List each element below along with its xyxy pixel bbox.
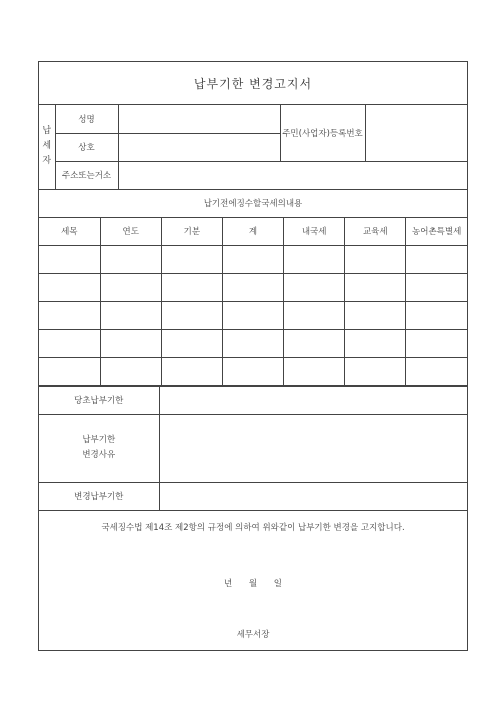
tax-items-table: [39, 218, 467, 386]
table-row: [39, 273, 467, 301]
table-cell[interactable]: [284, 357, 345, 385]
name-label: 성명: [55, 105, 118, 133]
table-cell[interactable]: [284, 301, 345, 329]
table-cell[interactable]: [100, 329, 161, 357]
notice-section: [39, 511, 467, 651]
change-reason-label-line2: 변경사유: [82, 450, 116, 460]
table-cell[interactable]: [222, 301, 283, 329]
col-rural-special-tax: 농어촌특별세: [406, 218, 467, 246]
col-total: 계: [222, 218, 283, 246]
table-cell[interactable]: [39, 301, 100, 329]
table-cell[interactable]: [345, 301, 406, 329]
col-domestic-tax: 내국세: [284, 218, 345, 246]
items-section-title: 납기전에징수할국세의내용: [39, 190, 467, 218]
col-education-tax: 교육세: [345, 218, 406, 246]
table-cell[interactable]: [39, 273, 100, 301]
table-cell[interactable]: [284, 329, 345, 357]
taxpayer-table: [39, 105, 467, 190]
form-title: 납부기한 변경고지서: [39, 62, 467, 105]
table-cell[interactable]: [345, 273, 406, 301]
original-due-label: 당초납부기한: [39, 386, 159, 414]
table-cell[interactable]: [100, 357, 161, 385]
table-cell[interactable]: [161, 273, 222, 301]
taxpayer-group-label: [39, 105, 55, 189]
table-cell[interactable]: [222, 357, 283, 385]
table-cell[interactable]: [345, 357, 406, 385]
notice-statement: 국세징수법 제14조 제2항의 규정에 의하여 위와같이 납부기한 변경을 고지합니다.: [101, 522, 405, 533]
table-cell[interactable]: [284, 245, 345, 273]
change-reason-field[interactable]: [159, 414, 467, 482]
change-reason-label: [39, 414, 159, 482]
table-cell[interactable]: [345, 329, 406, 357]
table-cell[interactable]: [39, 245, 100, 273]
table-cell[interactable]: [100, 301, 161, 329]
tax-office-head: 세무서장: [236, 629, 270, 640]
notice-date: 년 월 일: [223, 578, 283, 589]
due-date-table: [39, 386, 467, 511]
items-header-row: [39, 218, 467, 246]
table-cell[interactable]: [161, 329, 222, 357]
table-cell[interactable]: [161, 245, 222, 273]
table-cell[interactable]: [222, 273, 283, 301]
table-cell[interactable]: [100, 273, 161, 301]
table-row: [39, 329, 467, 357]
col-year: 연도: [100, 218, 161, 246]
original-due-field[interactable]: [159, 386, 467, 414]
table-cell[interactable]: [406, 357, 467, 385]
table-cell[interactable]: [406, 273, 467, 301]
table-cell[interactable]: [222, 245, 283, 273]
name-field[interactable]: [118, 105, 280, 133]
change-reason-label-line1: 납부기한: [82, 435, 116, 445]
table-cell[interactable]: [100, 245, 161, 273]
table-cell[interactable]: [222, 329, 283, 357]
table-cell[interactable]: [406, 329, 467, 357]
table-cell[interactable]: [161, 357, 222, 385]
address-field[interactable]: [118, 161, 467, 189]
col-period: 기분: [161, 218, 222, 246]
taxpayer-char-2: 세: [42, 141, 52, 152]
col-tax-type: 세목: [39, 218, 100, 246]
business-field[interactable]: [118, 133, 280, 161]
reg-no-label: 주민(사업자)등록번호: [280, 105, 365, 161]
table-cell[interactable]: [284, 273, 345, 301]
taxpayer-char-3: 자: [42, 156, 52, 167]
reg-no-field[interactable]: [365, 105, 467, 161]
table-cell[interactable]: [406, 301, 467, 329]
table-cell[interactable]: [406, 245, 467, 273]
address-label: 주소또는거소: [55, 161, 118, 189]
changed-due-label: 변경납부기한: [39, 482, 159, 510]
table-cell[interactable]: [39, 357, 100, 385]
taxpayer-char-1: 납: [42, 126, 52, 137]
business-label: 상호: [55, 133, 118, 161]
table-row: [39, 301, 467, 329]
table-cell[interactable]: [345, 245, 406, 273]
tax-due-date-change-form: [38, 61, 468, 651]
table-cell[interactable]: [39, 329, 100, 357]
table-row: [39, 357, 467, 385]
table-cell[interactable]: [161, 301, 222, 329]
table-row: [39, 245, 467, 273]
changed-due-field[interactable]: [159, 482, 467, 510]
